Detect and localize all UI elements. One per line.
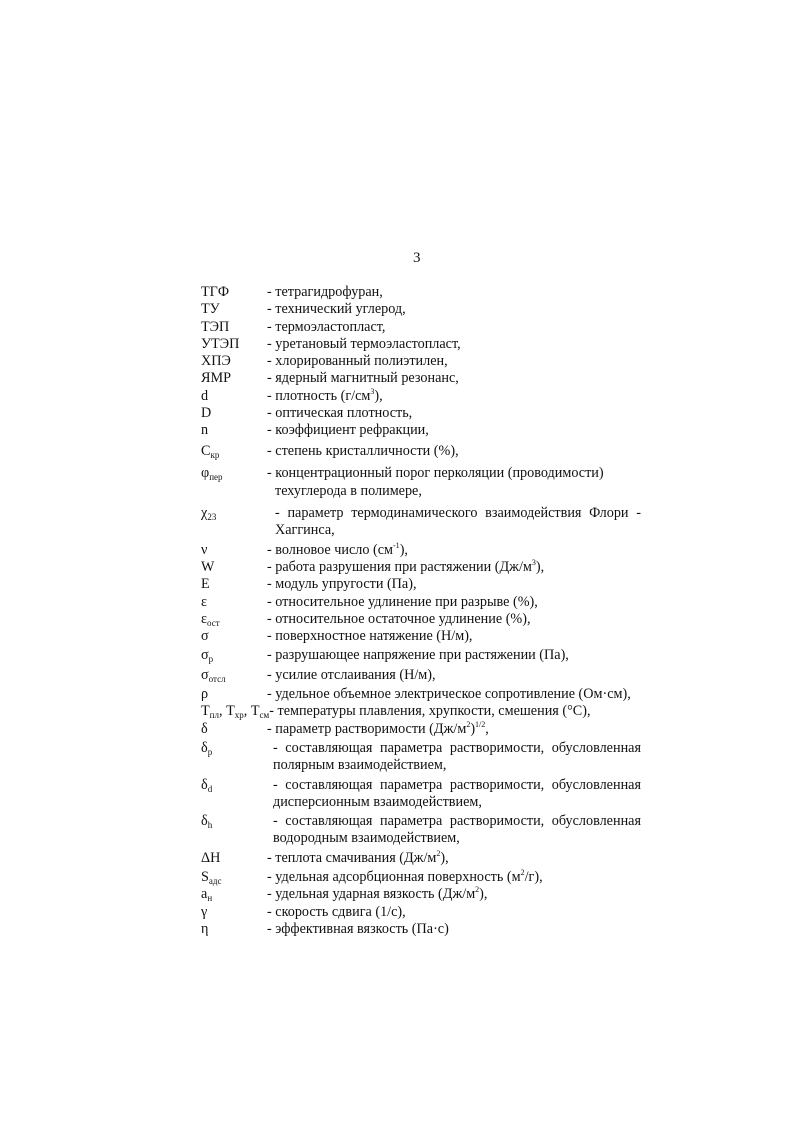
list-item [201, 576, 641, 593]
term: δ [201, 720, 208, 737]
term: ν [201, 541, 208, 558]
definition: - эффективная вязкость (Па·с) [267, 920, 449, 937]
term: $\delta_d$ [201, 776, 213, 794]
list-item [201, 869, 641, 886]
term: E [201, 576, 210, 593]
definition: - усилие отслаивания (Н/м), [267, 666, 436, 683]
definition: - термоэластопласт, [267, 318, 386, 335]
term: ЯМР [201, 370, 231, 387]
definition: - теплота смачивания $(Дж/м^2)$, [267, 848, 449, 866]
list-item [201, 301, 641, 318]
definition: - работа разрушения при растяжении $(Дж/м^3)$, [267, 557, 545, 575]
list-item [201, 370, 641, 387]
term: η [201, 920, 209, 937]
definition: - коэффициент рефракции, [267, 422, 429, 439]
term: ΔH [201, 849, 221, 866]
definition: - относительное остаточное удлинение (%), [267, 610, 531, 627]
list-item [201, 904, 641, 921]
definition: - скорость сдвига (1/с), [267, 903, 406, 920]
definition: - тетрагидрофуран, [267, 284, 383, 300]
definition: - волновое число $(см^{-1})$, [267, 540, 408, 558]
definition: - удельное объемное электрическое сопротивление (Ом·см), [267, 686, 631, 703]
term: ХПЭ [201, 353, 231, 370]
term: σ [201, 628, 209, 645]
list-item [201, 703, 641, 720]
term: γ [201, 903, 208, 920]
list-item [201, 284, 641, 301]
list-item [201, 594, 641, 611]
definition: - температуры плавления, хрупкости, смешения (°С), [269, 703, 591, 720]
definition: - уретановый термоэластопласт, [267, 335, 461, 352]
list-item [201, 422, 641, 439]
definition: - параметр растворимости $(Дж/м^2)^{1/2}$, [267, 719, 489, 737]
list-item [201, 667, 641, 684]
term: $C_{кр}$ [201, 443, 220, 461]
term: ТУ [201, 301, 220, 318]
definition: - составляющая параметра растворимости, обусловленная полярным взаимодействием, [273, 739, 641, 774]
list-item [201, 813, 641, 848]
list-item [201, 336, 641, 353]
list-item [201, 542, 641, 559]
term: $\chi_{23}$ [201, 505, 217, 523]
term: D [201, 405, 212, 422]
definition: - технический углерод, [267, 301, 406, 318]
definition: - удельная ударная вязкость $(Дж/м^2)$, [267, 885, 488, 903]
term: ТЭП [201, 318, 230, 335]
definition: - составляющая параметра растворимости, обусловленная дисперсионным взаимодействием, [273, 776, 641, 810]
term: $\sigma_р$ [201, 647, 214, 665]
list-item [201, 405, 641, 422]
list-item [201, 850, 641, 867]
definition: - хлорированный полиэтилен, [267, 353, 448, 370]
definition: - относительное удлинение при разрыве (%), [267, 593, 538, 610]
definition: - оптическая плотность, [267, 405, 413, 422]
list-item [201, 505, 641, 540]
list-item [201, 465, 641, 500]
definition: - концентрационный порог перколяции (проводимости) техуглерода в полимере, [267, 465, 604, 499]
abbreviations-list [201, 284, 641, 938]
definition: - степень кристалличности (%), [267, 443, 459, 460]
list-item [201, 721, 641, 738]
list-item [201, 777, 641, 812]
term: $\varepsilon_{ост}$ [201, 610, 220, 628]
term: ТГФ [201, 284, 230, 300]
definition: - параметр термодинамического взаимодействия Флори - Хаггинса, [275, 505, 641, 539]
definition: - модуль упругости (Па), [267, 576, 417, 593]
list-item [201, 388, 641, 405]
definition: - разрушающее напряжение при растяжении (Па), [267, 647, 569, 664]
term: ε [201, 593, 207, 610]
term: W [201, 558, 215, 575]
term: $T_{пл}$, $T_{хр}$, $T_{см}$ [201, 703, 270, 721]
definition: - поверхностное натяжение (Н/м), [267, 628, 473, 645]
definition: - удельная адсорбционная поверхность $(м^2/г)$, [267, 868, 543, 885]
list-item [201, 921, 641, 938]
term: $\delta_h$ [201, 813, 213, 831]
list-item [201, 647, 641, 664]
term: $S_{адс}$ [201, 869, 222, 886]
list-item [201, 353, 641, 370]
term: $a_н$ [201, 886, 213, 904]
term: $\varphi_{пер}$ [201, 465, 223, 483]
term: ρ [201, 686, 209, 703]
list-item [201, 686, 641, 703]
list-item [201, 319, 641, 336]
list-item [201, 443, 641, 460]
definition: - ядерный магнитный резонанс, [267, 370, 459, 387]
term: n [201, 422, 209, 439]
term: УТЭП [201, 335, 240, 352]
definition: - плотность $(г/см^3)$, [267, 386, 383, 404]
list-item [201, 886, 641, 903]
term: $\delta_р$ [201, 739, 213, 757]
list-item [201, 559, 641, 576]
term: $\sigma_{отсл}$ [201, 666, 226, 684]
term: d [201, 387, 209, 404]
list-item [201, 740, 641, 775]
list-item [201, 611, 641, 628]
definition: - составляющая параметра растворимости, обусловленная водородным взаимодействием, [273, 813, 641, 847]
list-item [201, 628, 641, 645]
